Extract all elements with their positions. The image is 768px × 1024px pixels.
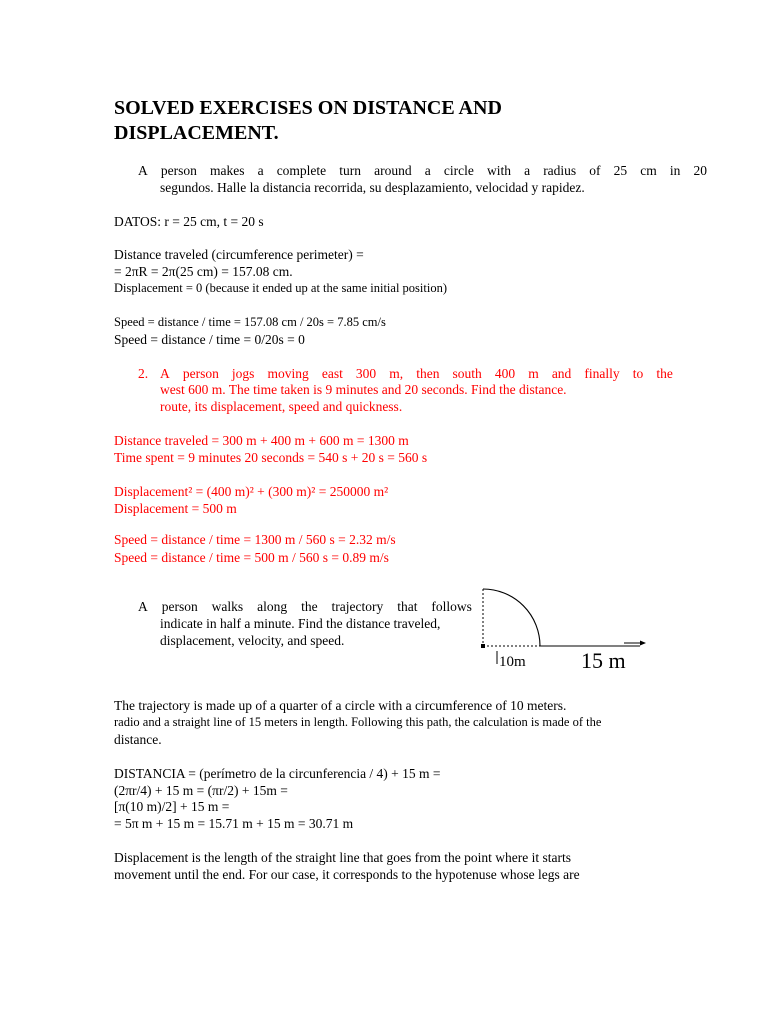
word: person	[161, 599, 198, 614]
ex2-statement-line-1	[160, 365, 673, 382]
word: 300	[355, 366, 377, 381]
word: then	[416, 366, 440, 381]
word: A	[160, 366, 170, 381]
ex2-statement-line-3: route, its displacement, speed and quickness.	[160, 399, 403, 414]
ex1-speed-2: Speed = distance / time = 0/20s = 0	[114, 332, 305, 347]
word: turn	[339, 163, 362, 178]
quarter-circle-arc	[483, 589, 540, 646]
word: the	[656, 366, 673, 381]
word: m	[528, 366, 539, 381]
word: A	[138, 163, 148, 178]
word: that	[397, 599, 418, 614]
ex3-calc-line-4: = 5π m + 15 m = 15.71 m + 15 m = 30.71 m	[114, 816, 354, 831]
word: east	[321, 366, 343, 381]
ex3-displacement-line-2: movement until the end. For our case, it corresponds to the hypotenuse whose legs are	[114, 867, 580, 882]
title-line-2: DISPLACEMENT.	[114, 122, 279, 144]
ex2-displacement-squared: Displacement² = (400 m)² + (300 m)² = 250000 m²	[114, 484, 389, 499]
center-point	[481, 644, 485, 648]
word: around	[374, 163, 412, 178]
ex1-speed-1: Speed = distance / time = 157.08 cm / 20s = 7.85 cm/s	[114, 315, 386, 329]
ex2-time: Time spent = 9 minutes 20 seconds = 540 s + 20 s = 560 s	[114, 450, 428, 465]
ex3-statement-line-2: indicate in half a minute. Find the distance traveled,	[160, 616, 441, 631]
word: to	[632, 366, 644, 381]
word: a	[524, 163, 531, 178]
ex1-statement-line-1	[138, 162, 707, 179]
ex1-distance-line-1: Distance traveled (circumference perimeter) =	[114, 247, 364, 262]
word: moving	[267, 366, 309, 381]
ex2-displacement: Displacement = 500 m	[114, 501, 237, 516]
ex1-statement-line-2: segundos. Halle la distancia recorrida, su desplazamiento, velocidad y rapidez.	[160, 180, 585, 195]
word: south	[452, 366, 482, 381]
ex1-data: DATOS: r = 25 cm, t = 20 s	[114, 214, 264, 229]
ex3-explanation-line-2: radio and a straight line of 15 meters in length. Following this path, the calculation is made of the	[114, 715, 602, 729]
word: 25	[613, 163, 628, 178]
word: in	[669, 163, 681, 178]
word: cm	[640, 163, 657, 178]
ex3-explanation-line-3: distance.	[114, 732, 162, 747]
word: circle	[443, 163, 474, 178]
word: person	[182, 366, 219, 381]
ex3-displacement-line-1: Displacement is the length of the straight line that goes from the point where it starts	[114, 850, 572, 865]
ex1-displacement: Displacement = 0 (because it ended up at the same initial position)	[114, 281, 447, 295]
word: of	[589, 163, 601, 178]
word: complete	[276, 163, 327, 178]
word: jogs	[231, 366, 255, 381]
ex2-number: 2.	[138, 366, 149, 381]
radius-label: 10m	[499, 654, 526, 670]
ex2-speed-2: Speed = distance / time = 500 m / 560 s = 0.89 m/s	[114, 550, 389, 565]
word: walks	[211, 599, 244, 614]
ex2-statement-line-2: west 600 m. The time taken is 9 minutes and 20 seconds. Find the distance.	[160, 382, 567, 397]
word: a	[424, 163, 431, 178]
direction-arrow-head	[640, 641, 646, 646]
word: a	[257, 163, 264, 178]
ex1-distance-line-2: = 2πR = 2π(25 cm) = 157.08 cm.	[114, 264, 293, 279]
word: makes	[209, 163, 245, 178]
ex3-explanation-line-1: The trajectory is made up of a quarter of a circle with a circumference of 10 meters.	[114, 698, 567, 713]
word: m,	[389, 366, 404, 381]
ex3-statement-line-3: displacement, velocity, and speed.	[160, 633, 345, 648]
ex2-speed-1: Speed = distance / time = 1300 m / 560 s = 2.32 m/s	[114, 532, 396, 547]
word: 20	[693, 163, 707, 178]
word: finally	[584, 366, 620, 381]
straight-label: 15 m	[581, 648, 626, 673]
ex3-calc-line-1: DISTANCIA = (perímetro de la circunferencia / 4) + 15 m =	[114, 766, 441, 781]
ex3-calc-line-3: [π(10 m)/2] + 15 m =	[114, 799, 230, 814]
title-line-1: SOLVED EXERCISES ON DISTANCE AND	[114, 97, 502, 119]
page-title	[114, 96, 502, 146]
word: trajectory	[331, 599, 384, 614]
word: and	[551, 366, 572, 381]
ex3-calc-line-2: (2πr/4) + 15 m = (πr/2) + 15m =	[114, 783, 288, 798]
word: 400	[494, 366, 516, 381]
word: follows	[431, 599, 472, 614]
word: radius	[543, 163, 577, 178]
ex2-distance: Distance traveled = 300 m + 400 m + 600 m = 1300 m	[114, 433, 409, 448]
word: with	[486, 163, 511, 178]
word: A	[138, 599, 148, 614]
trajectory-figure	[478, 584, 648, 674]
ex3-statement-line-1	[138, 598, 472, 615]
word: along	[257, 599, 288, 614]
word: person	[160, 163, 197, 178]
word: the	[301, 599, 318, 614]
